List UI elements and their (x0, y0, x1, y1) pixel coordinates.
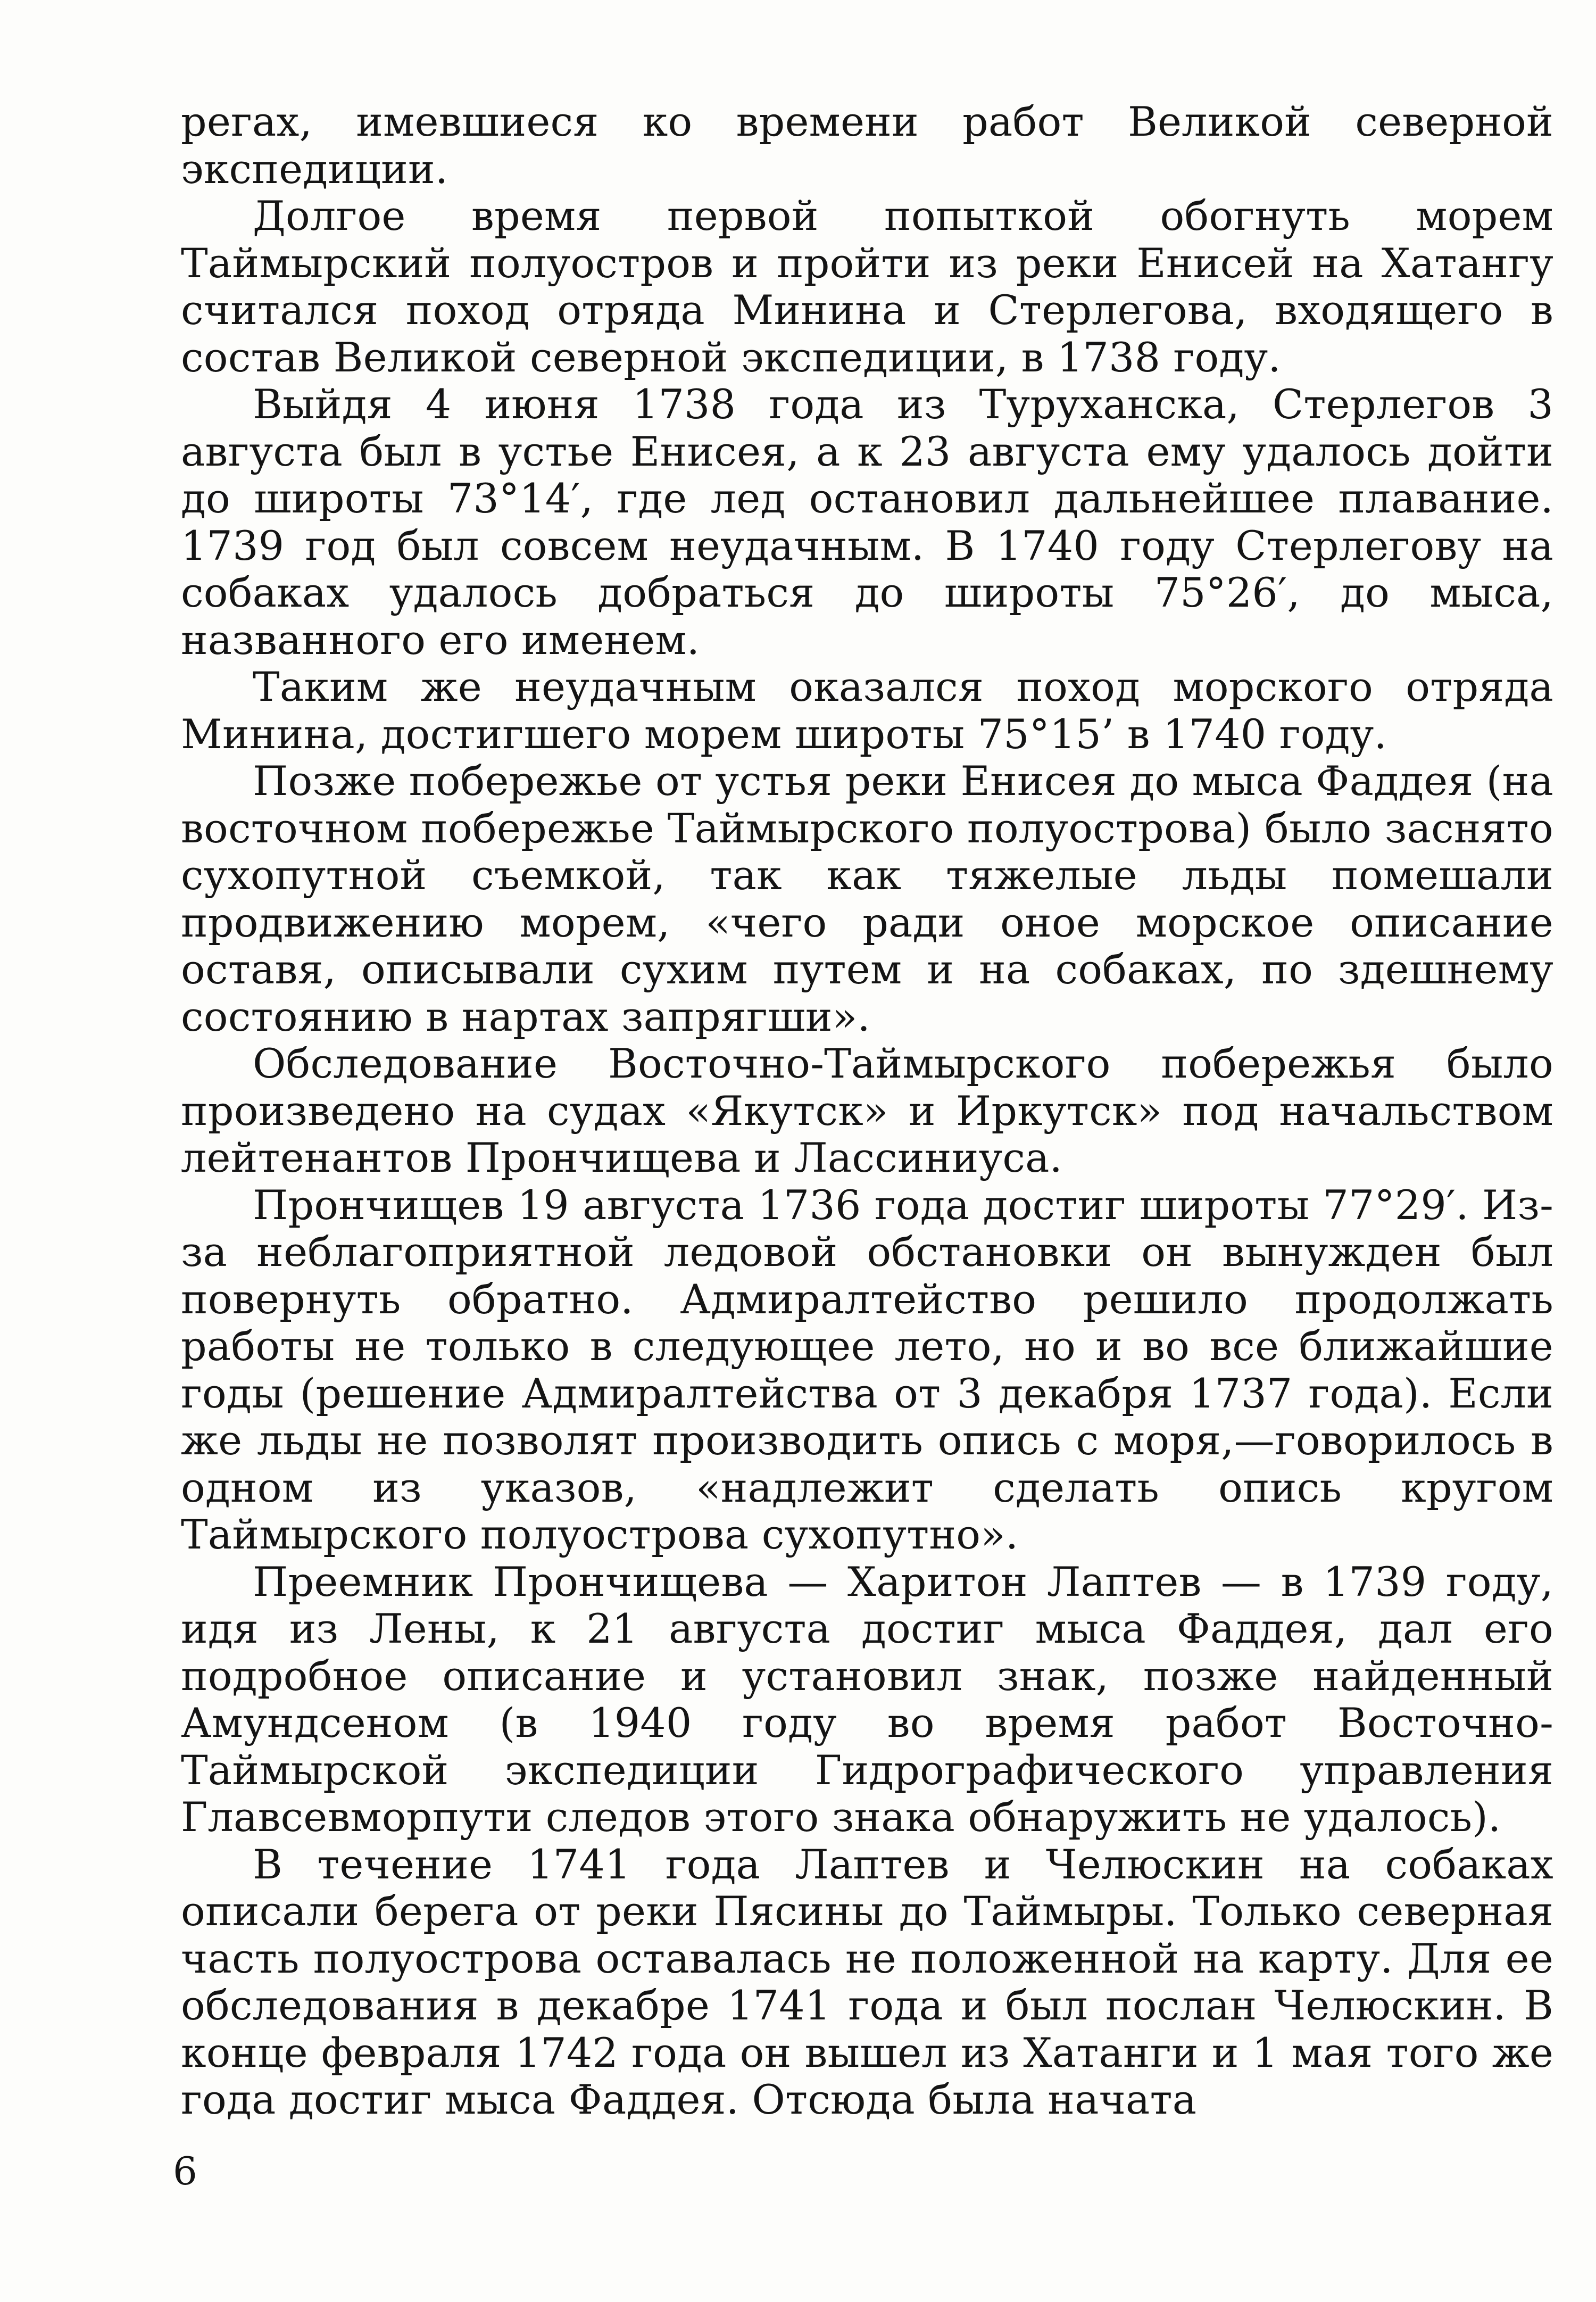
page-number: 6 (173, 2149, 197, 2193)
paragraph: Долгое время первой попыткой обогнуть морем Таймырский полуостров и пройти из реки Енисей на Хатангу считался поход отряда Минина и Стерлегова, входящего в состав Великой северной экспедиции, в 1738 году. (181, 192, 1553, 381)
paragraph: Прончищев 19 августа 1736 года достиг широты 77°29′. Из-за неблагоприятной ледовой обстановки он вынужден был повернуть обратно. Адмиралтейство решило продолжать работы не только в следующее лето, но и во все ближайшие годы (решение Адмиралтейства от 3 декабря 1737 года). Если же льды не позволят производить опись с моря,—говорилось в одном из указов, «надлежит сделать опись кругом Таймырского полуострова сухопутно». (181, 1181, 1553, 1558)
paragraph: Таким же неудачным оказался поход морского отряда Минина, достигшего морем широты 75°15’ в 1740 году. (181, 663, 1553, 758)
paragraph-continuation: регах, имевшиеся ко времени работ Великой северной экспедиции. (181, 98, 1553, 193)
paragraph: В течение 1741 года Лаптев и Челюскин на собаках описали берега от реки Пясины до Таймыры. Только северная часть полуострова оставалась не положенной на карту. Для ее обследования в декабре 1741 года и был послан Челюскин. В конце февраля 1742 года он вышел из Хатанги и 1 мая того же года достиг мыса Фаддея. Отсюда была начата (181, 1840, 1553, 2123)
paragraph: Обследование Восточно-Таймырского побережья было произведено на судах «Якутск» и Иркутск» под начальством лейтенантов Прончищева и Лассиниуса. (181, 1040, 1553, 1181)
paragraph: Позже побережье от устья реки Енисея до мыса Фаддея (на восточном побережье Таймырского полуострова) было заснято сухопутной съемкой, так как тяжелые льды помешали продвижению морем, «чего ради оное морское описание оставя, описывали сухим путем и на собаках, по здешнему состоянию в нартах запрягши». (181, 757, 1553, 1040)
paragraph: Выйдя 4 июня 1738 года из Туруханска, Стерлегов 3 августа был в устье Енисея, а к 23 августа ему удалось дойти до широты 73°14′, где лед остановил дальнейшее плавание. 1739 год был совсем неудачным. В 1740 году Стерлегову на собаках удалось добраться до широты 75°26′, до мыса, названного его именем. (181, 380, 1553, 664)
body-text (181, 98, 1553, 2124)
paragraph: Преемник Прончищева — Харитон Лаптев — в 1739 году, идя из Лены, к 21 августа достиг мыса Фаддея, дал его подробное описание и установил знак, позже найденный Амундсеном (в 1940 году во время работ Восточно-Таймырской экспедиции Гидрографического управления Главсевморпути следов этого знака обнаружить не удалось). (181, 1558, 1553, 1841)
